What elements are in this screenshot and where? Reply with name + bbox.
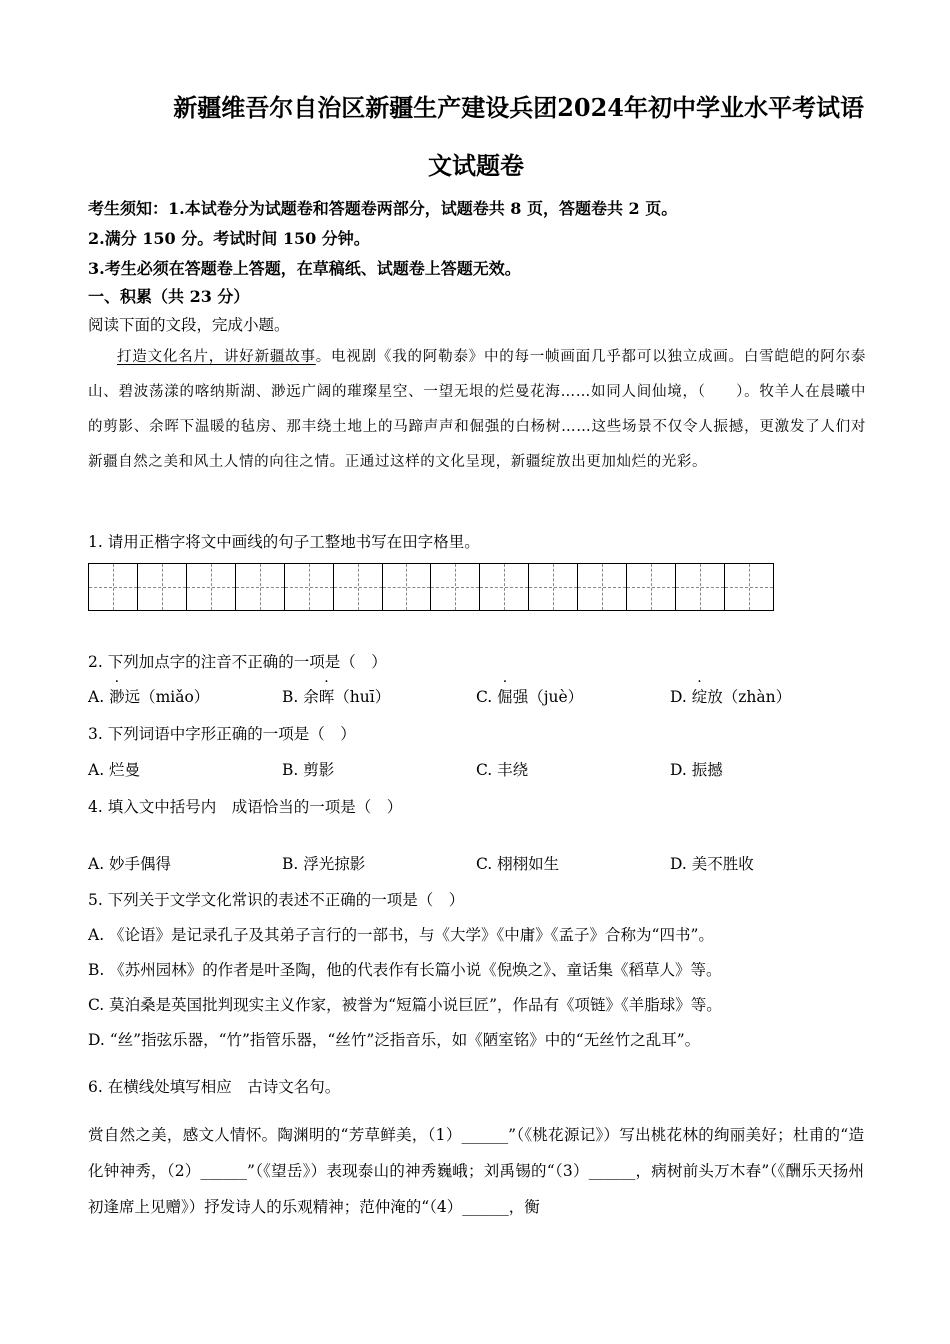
question-5: 5. 下列关于文学文化常识的表述不正确的一项是（ ） [88,891,465,909]
grid-cell[interactable] [725,564,773,610]
exam-title-line1: 新疆维吾尔自治区新疆生产建设兵团2024年初中学业水平考试语 [173,93,864,122]
grid-cell[interactable] [334,564,383,610]
option-c[interactable]: C. 栩栩如生 [476,855,560,873]
question-3: 3. 下列词语中字形正确的一项是（ ） [88,725,356,743]
option-d[interactable]: D. “丝”指弦乐器，“竹”指管乐器，“丝竹”泛指音乐，如《陋室铭》中的“无丝竹之乱耳”。 [88,1031,701,1049]
option-d[interactable]: D. 振撼 [670,761,723,779]
option-d[interactable]: D. 美不胜收 [670,855,754,873]
underlined-sentence: 打造文化名片，讲好新疆故事 [117,349,316,365]
grid-cell[interactable] [187,564,236,610]
option-b[interactable]: B. 浮光掠影 [282,855,366,873]
section-heading: 一、积累（共 23 分） [88,287,250,306]
option-b[interactable]: B. 《苏州园林》的作者是叶圣陶，他的代表作有长篇小说《倪焕之》、童话集《稻草人》等。 [88,961,722,979]
option-a[interactable]: A. 渺远（miǎo） [88,688,210,706]
question-1: 1. 请用正楷字将文中画线的句子工整地书写在田字格里。 [88,533,480,551]
option-b[interactable]: B. 剪影 [282,761,335,779]
exam-title-line2: 文试题卷 [428,151,524,180]
option-c[interactable]: C. 丰绕 [476,761,529,779]
option-d[interactable]: D. 绽放（zhàn） [670,688,792,706]
grid-cell[interactable] [383,564,432,610]
grid-cell[interactable] [627,564,676,610]
reading-passage: 打造文化名片，讲好新疆故事。电视剧《我的阿勒泰》中的每一帧画面几乎都可以独立成画。白雪皑皑的阿尔泰山、碧波荡漾的喀纳斯湖、渺远广阔的璀璨星空、一望无垠的烂曼花海……如同人间仙境，（ ）。牧羊人在晨曦中的剪影、余晖下温暖的毡房、那丰绕土地上的马蹄声声和倔强的白杨树……这些场景不仅令人振撼，更激发了人们对新疆自然之美和风土人情的向往之情。正通过这样的文化呈现，新疆绽放出更加灿烂的光彩。 [88,349,866,470]
grid-cell[interactable] [89,564,138,610]
notice-line-1: 考生须知：1.本试卷分为试题卷和答题卷两部分，试题卷共 8 页，答题卷共 2 页。 [88,199,678,218]
question-2: 2. 下列加点字的注音不正确的一项是（ ） [88,653,387,671]
notice-line-3: 3.考生必须在答题卷上答题，在草稿纸、试题卷上答题无效。 [88,259,521,278]
option-a[interactable]: A. 《论语》是记录孔子及其弟子言行的一部书，与《大学》《中庸》《孟子》合称为“四书”。 [88,926,714,944]
grid-cell[interactable] [529,564,578,610]
grid-cell[interactable] [578,564,627,610]
grid-cell[interactable] [480,564,529,610]
question-6-passage: 赏自然之美，感文人情怀。陶渊明的“芳草鲜美，（1）______”（《桃花源记》）写出桃花林的绚丽美好；杜甫的“造化钟神秀，（2）______”（《望岳》）表现泰山的神秀巍峨；刘禹锡的“（3）______，病树前头万木春”（《酬乐天扬州初逢席上见赠》）抒发诗人的乐观精神；范仲淹的“（4）______，衡 [88,1126,864,1216]
grid-cell[interactable] [138,564,187,610]
question-6: 6. 在横线处填写相应 古诗文名句。 [88,1078,341,1096]
tian-zi-grid[interactable] [88,563,774,611]
notice-line-2: 2.满分 150 分。考试时间 150 分钟。 [88,229,370,248]
grid-cell[interactable] [285,564,334,610]
grid-cell[interactable] [676,564,725,610]
reading-intro: 阅读下面的文段，完成小题。 [88,316,290,334]
dotted-char: 晖 [164,419,180,435]
dotted-char: 渺 [270,384,287,400]
grid-cell[interactable] [431,564,480,610]
dotted-char: 绽 [541,454,557,470]
grid-cell[interactable] [236,564,285,610]
question-4: 4. 填入文中括号内 成语恰当的一项是（ ） [88,798,403,816]
option-a[interactable]: A. 烂曼 [88,761,141,779]
option-c[interactable]: C. 倔强（juè） [476,688,584,706]
dotted-char: 倔 [469,419,485,435]
option-c[interactable]: C. 莫泊桑是英国批判现实主义作家，被誉为“短篇小说巨匠”，作品有《项链》《羊脂球》等。 [88,996,722,1014]
option-a[interactable]: A. 妙手偶得 [88,855,172,873]
option-b[interactable]: B. 余晖（huī） [282,688,391,706]
